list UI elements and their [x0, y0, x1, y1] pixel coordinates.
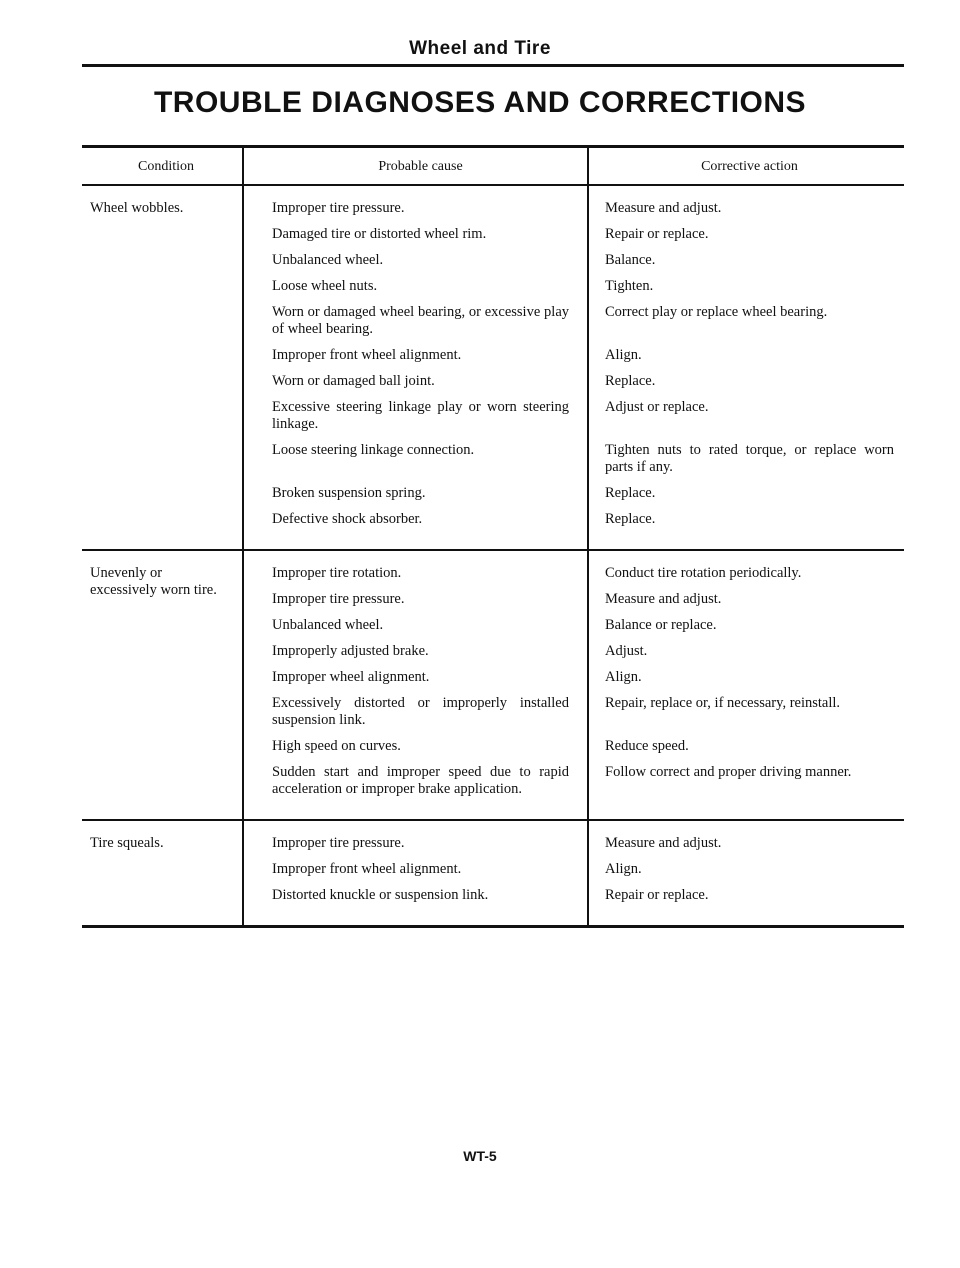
probable-cause-item: Improper tire pressure.: [272, 200, 405, 216]
corrective-action-item: Conduct tire rotation periodically.: [605, 565, 802, 581]
probable-cause-item: Unbalanced wheel.: [272, 252, 384, 268]
probable-cause-item: Improperly adjusted brake.: [272, 643, 429, 659]
probable-cause-item: Improper front wheel alignment.: [272, 861, 462, 877]
column-header-corrective-action: Corrective action: [587, 148, 904, 184]
probable-cause-cell: [242, 551, 587, 819]
table-row: [82, 186, 904, 549]
corrective-action-cell: [587, 186, 904, 549]
corrective-action-item: Replace.: [605, 485, 656, 501]
condition-cell: [82, 186, 242, 549]
condition-text: Tire squeals.: [90, 835, 164, 851]
corrective-action-item: Align.: [605, 861, 642, 877]
probable-cause-item: Loose wheel nuts.: [272, 278, 378, 294]
condition-text: Wheel wobbles.: [90, 200, 184, 216]
header-rule: [82, 64, 904, 67]
corrective-action-item: Follow correct and proper driving manner.: [605, 764, 852, 780]
corrective-action-item: Balance.: [605, 252, 656, 268]
probable-cause-item: Improper tire pressure.: [272, 591, 405, 607]
corrective-action-item: Reduce speed.: [605, 738, 689, 754]
corrective-action-item: Replace.: [605, 373, 656, 389]
condition-cell: [82, 551, 242, 819]
probable-cause-item: Excessive steering linkage play or worn steering linkage.: [272, 399, 569, 432]
table-header-row: [82, 148, 904, 186]
probable-cause-item: Improper front wheel alignment.: [272, 347, 462, 363]
page-title: TROUBLE DIAGNOSES AND CORRECTIONS: [153, 86, 807, 119]
probable-cause-cell: [242, 821, 587, 925]
probable-cause-item: Broken suspension spring.: [272, 485, 426, 501]
corrective-action-item: Tighten nuts to rated torque, or replace worn parts if any.: [605, 442, 894, 475]
corrective-action-item: Adjust or replace.: [605, 399, 709, 415]
probable-cause-item: Distorted knuckle or suspension link.: [272, 887, 489, 903]
probable-cause-item: Worn or damaged ball joint.: [272, 373, 435, 389]
corrective-action-item: Adjust.: [605, 643, 648, 659]
column-header-condition: Condition: [137, 158, 194, 174]
corrective-action-cell: [587, 551, 904, 819]
condition-text: Unevenly or excessively worn tire.: [90, 565, 217, 598]
corrective-action-item: Replace.: [605, 511, 656, 527]
probable-cause-item: High speed on curves.: [272, 738, 401, 754]
diagnosis-table: [82, 145, 904, 928]
corrective-action-item: Repair or replace.: [605, 226, 709, 242]
corrective-action-cell: [587, 821, 904, 925]
corrective-action-item: Align.: [605, 669, 642, 685]
table-body: [82, 186, 904, 925]
corrective-action-item: Measure and adjust.: [605, 591, 722, 607]
probable-cause-item: Improper wheel alignment.: [272, 669, 430, 685]
probable-cause-item: Damaged tire or distorted wheel rim.: [272, 226, 487, 242]
condition-cell: [82, 821, 242, 925]
corrective-action-item: Correct play or replace wheel bearing.: [605, 304, 828, 320]
probable-cause-item: Improper tire pressure.: [272, 835, 405, 851]
corrective-action-item: Align.: [605, 347, 642, 363]
corrective-action-item: Repair, replace or, if necessary, reinstall.: [605, 695, 841, 711]
corrective-action-item: Measure and adjust.: [605, 200, 722, 216]
probable-cause-item: Loose steering linkage connection.: [272, 442, 475, 458]
probable-cause-item: Excessively distorted or improperly installed suspension link.: [272, 695, 569, 728]
corrective-action-item: Measure and adjust.: [605, 835, 722, 851]
probable-cause-item: Sudden start and improper speed due to rapid acceleration or improper brake application.: [272, 764, 569, 797]
column-header-probable-cause: Probable cause: [242, 148, 587, 184]
section-header-title: Wheel and Tire: [409, 38, 551, 59]
page-number: WT-5: [463, 1148, 497, 1164]
table-row: [82, 819, 904, 925]
probable-cause-item: Improper tire rotation.: [272, 565, 402, 581]
corrective-action-item: Repair or replace.: [605, 887, 709, 903]
probable-cause-item: Unbalanced wheel.: [272, 617, 384, 633]
corrective-action-item: Tighten.: [605, 278, 654, 294]
probable-cause-item: Defective shock absorber.: [272, 511, 423, 527]
table-row: [82, 549, 904, 819]
probable-cause-cell: [242, 186, 587, 549]
probable-cause-item: Worn or damaged wheel bearing, or excessive play of wheel bearing.: [272, 304, 569, 337]
corrective-action-item: Balance or replace.: [605, 617, 717, 633]
